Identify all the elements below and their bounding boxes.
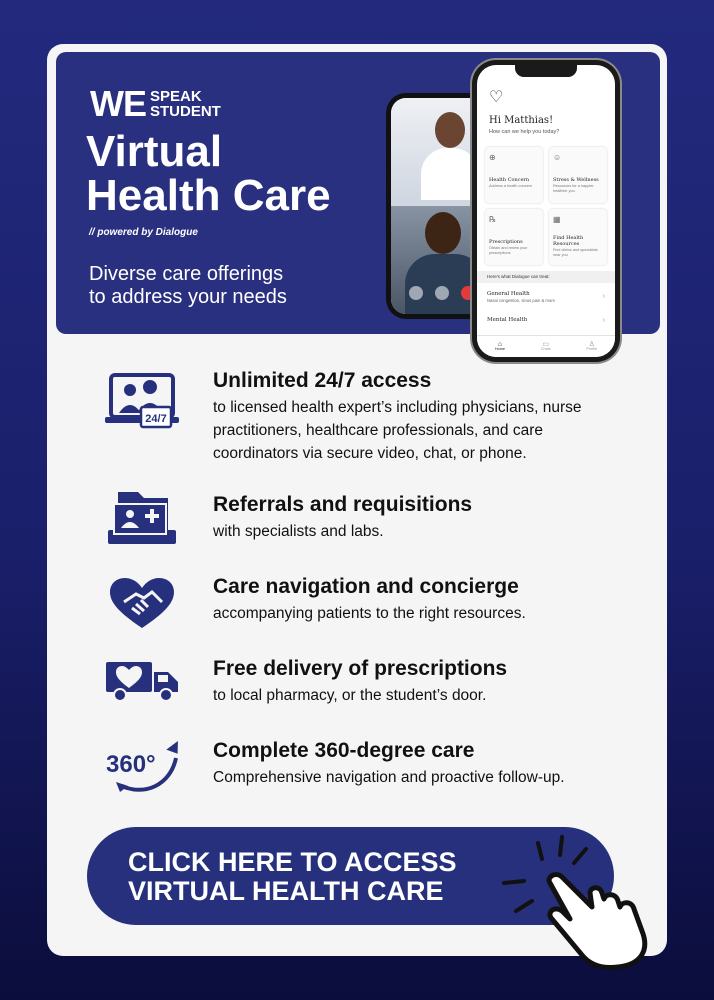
tile-desc: Resources for a happier, healthier you bbox=[553, 184, 595, 193]
map-icon: ▦ bbox=[553, 215, 561, 224]
tab-chats bbox=[541, 342, 551, 352]
chevron-right-icon: › bbox=[602, 317, 605, 324]
cta-line1: CLICK HERE TO ACCESS bbox=[128, 847, 457, 877]
prescription-icon: ℞ bbox=[489, 215, 497, 224]
hero-subtitle-line2: to address your needs bbox=[89, 286, 287, 308]
people-icon: ☺ bbox=[553, 153, 562, 162]
cta-label bbox=[128, 848, 488, 906]
pointing-hand-icon bbox=[500, 835, 670, 970]
dialogue-app-phone bbox=[472, 60, 620, 362]
delivery-truck-icon bbox=[106, 660, 180, 702]
feature-title: Complete 360-degree care bbox=[213, 739, 475, 762]
feature-title: Care navigation and concierge bbox=[213, 575, 519, 598]
home-icon: ⌂ bbox=[497, 340, 503, 348]
tile-find-resources bbox=[549, 209, 607, 265]
video-consult-icon bbox=[105, 373, 179, 429]
app-tab-bar bbox=[477, 335, 615, 357]
handshake-heart-icon bbox=[110, 578, 174, 630]
powered-by-text: // powered by Dialogue bbox=[89, 227, 198, 238]
patient-figure bbox=[425, 212, 461, 254]
hero-title-line1: Virtual bbox=[86, 127, 223, 176]
tile-title: Find Health Resources bbox=[553, 235, 584, 247]
mute-icon bbox=[435, 286, 449, 300]
feature-desc: to licensed health expert’s including physicians, nurse practitioners, healthcare professionals, and care coordinators via secure video, chat, or phone. bbox=[213, 399, 582, 462]
24-7-badge: 24/7 bbox=[145, 413, 167, 425]
treat-item-title: Mental Health bbox=[487, 317, 528, 323]
doctor-coat bbox=[421, 148, 479, 200]
feature-desc: Comprehensive navigation and proactive follow-up. bbox=[213, 769, 565, 786]
logo-we: WE bbox=[90, 83, 146, 124]
tile-prescriptions bbox=[485, 209, 543, 265]
app-greeting: Hi Matthias! bbox=[489, 115, 554, 126]
tab-label: Profile bbox=[586, 346, 598, 351]
tile-title: Health Concern bbox=[489, 177, 530, 183]
app-screen bbox=[477, 65, 615, 357]
feature-title: Referrals and requisitions bbox=[213, 493, 473, 516]
chevron-right-icon: › bbox=[602, 293, 605, 300]
feature-title: Unlimited 24/7 access bbox=[213, 369, 432, 392]
logo-words bbox=[150, 89, 221, 119]
hero-subtitle-line1: Diverse care offerings bbox=[89, 263, 284, 285]
feature-desc: with specialists and labs. bbox=[213, 523, 384, 540]
phone-notch bbox=[515, 65, 577, 77]
feature-title: Free delivery of prescriptions bbox=[213, 657, 508, 680]
tile-title: Stress & Wellness bbox=[553, 177, 599, 183]
tile-stress-wellness bbox=[549, 147, 607, 203]
tile-desc: Obtain and renew your prescriptions bbox=[489, 246, 528, 255]
treat-header: Here's what Dialogue can treat: bbox=[477, 271, 615, 283]
logo-student: STUDENT bbox=[150, 103, 221, 120]
hero-title bbox=[86, 127, 386, 220]
mic-icon bbox=[409, 286, 423, 300]
medical-folder-icon bbox=[108, 490, 176, 546]
tab-profile bbox=[586, 342, 597, 352]
chat-icon: ▭ bbox=[542, 340, 549, 348]
tab-label: Chats bbox=[540, 346, 551, 351]
treat-item-desc: Nasal congestion, sinus pain & more bbox=[487, 298, 555, 303]
tile-health-concern bbox=[485, 147, 543, 203]
hero-title-line2: Health Care bbox=[86, 171, 331, 220]
cta-line2: VIRTUAL HEALTH CARE bbox=[128, 876, 444, 906]
logo-speak: SPEAK bbox=[150, 88, 202, 105]
360-badge: 360° bbox=[106, 751, 156, 778]
doctor-figure bbox=[435, 112, 465, 148]
we-speak-student-logo bbox=[90, 83, 221, 124]
feature-desc: accompanying patients to the right resources. bbox=[213, 605, 526, 622]
tile-desc: Find clinics and specialists near you bbox=[553, 248, 598, 257]
treat-item-general-health bbox=[487, 291, 603, 303]
tile-desc: Address a health concern bbox=[489, 184, 533, 188]
360-degree-icon bbox=[104, 736, 180, 796]
stethoscope-icon: ⊕ bbox=[489, 153, 496, 162]
tab-home bbox=[495, 342, 505, 352]
hero-subtitle bbox=[89, 263, 369, 309]
profile-icon: ♙ bbox=[588, 340, 595, 348]
treat-item-mental-health bbox=[487, 317, 603, 323]
feature-desc: to local pharmacy, or the student’s door. bbox=[213, 687, 487, 704]
heart-icon: ♡ bbox=[489, 89, 504, 106]
treat-item-title: General Health bbox=[487, 291, 530, 297]
tab-label: Home bbox=[494, 346, 505, 351]
tile-title: Prescriptions bbox=[489, 239, 523, 245]
app-help-prompt: How can we help you today? bbox=[489, 129, 560, 135]
